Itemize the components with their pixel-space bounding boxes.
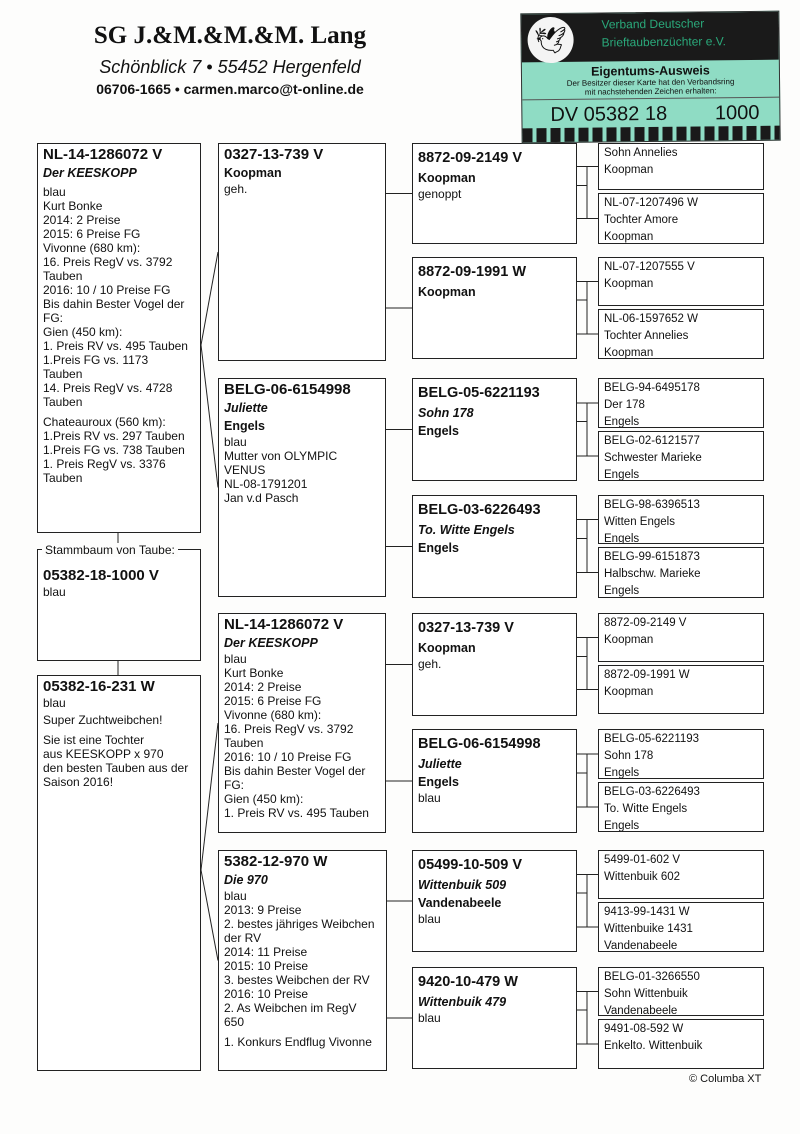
info-line: Mutter von OLYMPIC (224, 449, 338, 463)
info-line: Jan v.d Pasch (224, 491, 299, 505)
ring-number: BELG-06-6154998 (418, 736, 541, 752)
breeder-name: Engels (418, 775, 459, 789)
breeder-name: Koopman (224, 166, 282, 180)
breeder-name: Koopman (418, 641, 476, 655)
info-line: Engels (604, 820, 640, 832)
info-line: Schwester Marieke (604, 452, 702, 464)
ring-number: NL-14-1286072 V (224, 616, 344, 633)
info-line: blau (224, 889, 247, 903)
pigeon-name: Der KEESKOPP (224, 636, 318, 650)
ring-number: 9420-10-479 W (418, 974, 518, 990)
info-line: Witten Engels (604, 516, 675, 528)
ancestor-box-sd (218, 378, 386, 597)
card-org-line2: Brieftaubenzüchter e.V. (601, 34, 727, 50)
info-line: den besten Tauben aus der (43, 761, 189, 775)
info-line: To. Witte Engels (604, 803, 688, 815)
ring-number: 0327-13-739 V (224, 146, 324, 163)
pigeon-name: Die 970 (224, 873, 268, 887)
info-line: Engels (604, 416, 640, 428)
ancestor-box-sssd (598, 193, 764, 244)
info-line: FG: (43, 311, 63, 325)
ancestor-box-dssd (598, 665, 764, 714)
info-line: Koopman (604, 347, 654, 359)
info-line: BELG-99-6151873 (604, 551, 700, 563)
info-line: aus KEESKOPP x 970 (43, 747, 164, 761)
info-line: BELG-03-6226493 (604, 786, 700, 798)
info-line: Wittenbuik 602 (604, 871, 681, 883)
info-line: Super Zuchtweibchen! (43, 713, 163, 727)
card-subtitle: Der Besitzer dieser Karte hat den Verbandsring (566, 77, 735, 88)
card-ring-number (522, 97, 779, 128)
ancestor-box-ss (218, 143, 386, 361)
info-line: Chateauroux (560 km): (43, 415, 166, 429)
ring-number: 5382-12-970 W (224, 853, 328, 870)
info-line: FG: (224, 778, 244, 792)
info-line: blau (418, 791, 441, 805)
info-line: Sohn Wittenbuik (604, 988, 688, 1000)
info-line: 2015: 10 Preise (224, 959, 309, 973)
ancestor-box-ddd (412, 967, 577, 1069)
ancestor-box-sdd (412, 495, 577, 598)
info-line: Tauben (43, 395, 83, 409)
info-line: Halbschw. Marieke (604, 568, 701, 580)
info-line: Engels (604, 767, 640, 779)
info-line: Tochter Amore (604, 214, 679, 226)
info-line: Engels (604, 469, 640, 481)
info-line: blau (43, 585, 66, 599)
info-line: Engels (604, 533, 640, 544)
info-line: BELG-01-3266550 (604, 971, 700, 983)
info-line: 2014: 11 Preise (224, 945, 308, 959)
info-line: Bis dahin Bester Vogel der (224, 764, 366, 778)
info-line: NL-07-1207496 W (604, 197, 698, 209)
info-line: 5499-01-602 V (604, 854, 681, 866)
info-line: Gien (450 km): (43, 325, 123, 339)
ancestor-box-ddds (598, 967, 764, 1016)
card-ring-prefix: DV 05382 18 (550, 102, 668, 127)
info-line: 2. As Weibchen im RegV (224, 1001, 357, 1015)
info-line: VENUS (224, 463, 266, 477)
breeder-name: Engels (418, 424, 459, 438)
breeder-name: Koopman (418, 171, 476, 185)
pigeon-name: Der KEESKOPP (43, 166, 137, 180)
info-line: Tochter Annelies (604, 330, 689, 342)
ancestor-box-sss (412, 143, 577, 244)
info-line: NL-08-1791201 (224, 477, 308, 491)
ancestor-box-ssd (412, 257, 577, 359)
ancestor-box-ddss (598, 850, 764, 899)
pigeon-name: Wittenbuik 509 (418, 878, 507, 892)
pigeon-name: Wittenbuik 479 (418, 995, 507, 1009)
ring-number: 8872-09-2149 V (418, 150, 522, 166)
info-line: Gien (450 km): (224, 792, 304, 806)
ring-number: 05499-10-509 V (418, 857, 522, 873)
info-line: Koopman (604, 278, 654, 290)
card-title: Eigentums-Ausweis (590, 63, 710, 79)
connector-line (201, 870, 218, 961)
ancestor-box-s (37, 143, 201, 533)
info-line: 2016: 10 Preise (224, 987, 309, 1001)
info-line: Vandenabeele (604, 940, 678, 952)
info-line: Sie ist eine Tochter (43, 733, 145, 747)
ancestor-box-dsss (598, 613, 764, 662)
info-line: 2016: 10 / 10 Preise FG (224, 750, 352, 764)
info-line: 16. Preis RegV vs. 3792 (43, 255, 173, 269)
ring-number: 0327-13-739 V (418, 620, 514, 636)
info-line: Der 178 (604, 399, 645, 411)
card-org-line1: Verband Deutscher (601, 16, 705, 32)
pigeon-name: Juliette (418, 757, 462, 771)
info-line: 1. Konkurs Endflug Vivonne (224, 1035, 372, 1049)
info-line: 2015: 6 Preise FG (43, 227, 141, 241)
breeder-name: Engels (224, 419, 265, 433)
ancestor-box-dsdd (598, 782, 764, 832)
ancestor-box-sdss (598, 378, 764, 428)
loft-address: Schönblick 7 • 55452 Hergenfeld (99, 57, 361, 77)
card-subtitle: mit nachstehenden Zeichen erhalten: (584, 86, 717, 97)
ring-number: 8872-09-1991 W (418, 264, 527, 280)
info-line: BELG-02-6121577 (604, 435, 700, 447)
ownership-card (520, 11, 780, 144)
pigeon-name: Juliette (224, 401, 268, 415)
info-line: BELG-98-6396513 (604, 499, 700, 511)
ring-number: 05382-16-231 W (43, 678, 155, 695)
ancestor-box-dsds (598, 729, 764, 779)
info-line: 1.Preis FG vs. 738 Tauben (43, 443, 185, 457)
info-line: blau (224, 435, 247, 449)
info-line: Vandenabeele (604, 1005, 678, 1016)
info-line: Tauben (224, 736, 264, 750)
ring-number: NL-14-1286072 V (43, 146, 163, 163)
ancestor-box-ddsd (598, 902, 764, 952)
card-pattern-band (523, 126, 780, 143)
info-line: BELG-05-6221193 (604, 733, 700, 745)
info-line: 8872-09-2149 V (604, 617, 687, 629)
ring-number: BELG-06-6154998 (224, 381, 351, 398)
ancestor-box-ssss (598, 143, 764, 190)
info-line: Enkelto. Wittenbuik (604, 1040, 703, 1052)
info-line: Wittenbuike 1431 (604, 923, 693, 935)
subject-pigeon-box (37, 549, 201, 661)
pigeon-name: To. Witte Engels (418, 523, 515, 537)
info-line: blau (418, 1011, 441, 1025)
ancestor-box-dsd (412, 729, 577, 833)
connector-line (201, 252, 218, 345)
info-line: Vivonne (680 km): (43, 241, 141, 255)
ancestor-box-d (37, 675, 201, 1071)
ring-number: BELG-05-6221193 (418, 385, 540, 401)
info-line: 650 (224, 1015, 245, 1029)
card-header (521, 12, 778, 63)
info-line: NL-06-1597652 W (604, 313, 698, 325)
info-line: blau (224, 652, 247, 666)
info-line: Engels (604, 585, 640, 597)
info-line: 8872-09-1991 W (604, 669, 690, 681)
info-line: 1.Preis FG vs. 1173 (43, 353, 149, 367)
connector-line (201, 345, 218, 488)
card-ring-serial: 1000 (714, 101, 760, 125)
info-line: Kurt Bonke (224, 666, 284, 680)
ancestor-box-dddd (598, 1019, 764, 1069)
loft-name: SG J.&M.&M.&M. Lang (93, 22, 367, 49)
copyright: © Columba XT (689, 1073, 762, 1085)
info-line: BELG-94-6495178 (604, 382, 700, 394)
info-line: 1. Preis RV vs. 495 Tauben (43, 339, 188, 353)
ring-number: BELG-03-6226493 (418, 502, 541, 518)
info-line: genoppt (418, 187, 462, 201)
info-line: 2014: 2 Preise (224, 680, 302, 694)
info-line: 2013: 9 Preise (224, 903, 302, 917)
info-line: Koopman (604, 164, 654, 176)
info-line: 2015: 6 Preise FG (224, 694, 322, 708)
info-line: Tauben (43, 367, 83, 381)
info-line: Sohn Annelies (604, 147, 678, 159)
ancestor-box-sdds (598, 495, 764, 544)
info-line: Koopman (604, 686, 654, 698)
info-line: blau (43, 696, 66, 710)
info-line: 16. Preis RegV vs. 3792 (224, 722, 354, 736)
breeder-name: Koopman (418, 285, 476, 299)
info-line: geh. (418, 657, 442, 671)
info-line: Saison 2016! (43, 775, 114, 789)
info-line: 14. Preis RegV vs. 4728 (43, 381, 173, 395)
ancestor-box-ds (218, 613, 386, 833)
info-line: 1. Preis RegV vs. 3376 (43, 457, 166, 471)
info-line: 9413-99-1431 W (604, 906, 690, 918)
connector-line (201, 723, 218, 870)
info-line: 1. Preis RV vs. 495 Tauben (224, 806, 369, 820)
info-line: 9491-08-592 W (604, 1023, 684, 1035)
ancestor-box-dds (412, 850, 577, 952)
info-line: Koopman (604, 231, 654, 243)
info-line: 2016: 10 / 10 Preise FG (43, 283, 171, 297)
info-line: 1.Preis RV vs. 297 Tauben (43, 429, 185, 443)
info-line: geh. (224, 182, 248, 196)
ancestor-box-sddd (598, 547, 764, 598)
info-line: 2. bestes jähriges Weibchen (224, 917, 375, 931)
info-line: Kurt Bonke (43, 199, 103, 213)
ancestor-box-sdsd (598, 431, 764, 481)
info-line: Tauben (43, 269, 83, 283)
ancestor-box-ssds (598, 257, 764, 306)
info-line: blau (418, 912, 441, 926)
loft-contact: 06706-1665 • carmen.marco@t-online.de (96, 81, 364, 97)
ancestor-box-dss (412, 613, 577, 716)
stammbaum-label: Stammbaum von Taube: (42, 543, 178, 557)
info-line: NL-07-1207555 V (604, 261, 695, 273)
info-line: 2014: 2 Preise (43, 213, 121, 227)
ancestor-box-ssdd (598, 309, 764, 359)
info-line: blau (43, 185, 66, 199)
info-line: 3. bestes Weibchen der RV (224, 973, 370, 987)
info-line: Sohn 178 (604, 750, 654, 762)
breeder-name: Engels (418, 541, 459, 555)
info-line: Tauben (43, 471, 83, 485)
info-line: Koopman (604, 634, 654, 646)
info-line: Bis dahin Bester Vogel der (43, 297, 185, 311)
pigeon-name: Sohn 178 (418, 406, 474, 420)
breeder-name: Vandenabeele (418, 896, 502, 910)
ancestor-box-dd (218, 850, 387, 1071)
info-line: Vivonne (680 km): (224, 708, 322, 722)
ring-number: 05382-18-1000 V (43, 567, 159, 584)
info-line: der RV (224, 931, 262, 945)
ancestor-box-sds (412, 378, 577, 481)
dove-logo-icon: 🕊 (527, 17, 573, 63)
